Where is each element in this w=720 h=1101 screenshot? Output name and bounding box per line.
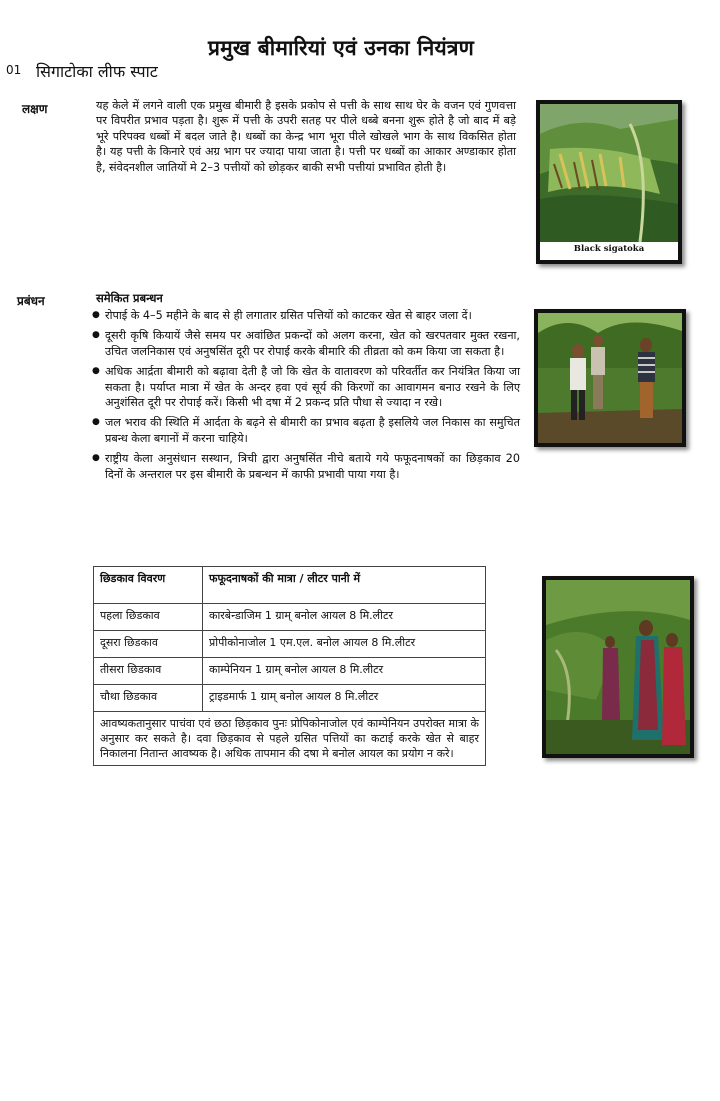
table-row — [94, 604, 486, 631]
field-inspection-photo — [534, 309, 686, 447]
bullet-item: ● जल भराव की स्थिति में आर्दता के बढ़ने से बीमारी का प्रभाव बढ़ता है इसलिये जल निकास का समुचित प्रबन्ध केला बगानों में करना चाहिये। — [92, 415, 520, 446]
bullet-item: ● रोपाई के 4–5 महीने के बाद से ही लगातार ग्रसित पत्तियों को काटकर खेत से बाहर जला दें। — [92, 308, 520, 323]
table-cell: कारबेन्डाजिम 1 ग्राम् बनोल आयल 8 मि.लीटर — [203, 604, 486, 631]
women-in-field-photo — [542, 576, 694, 758]
bullet-item: ● अधिक आर्द्रता बीमारी को बढ़ावा देती है जो कि खेत के वातावरण को परिवर्तीत कर नियंत्रित किया जा सकता है। पर्याप्त मात्रा में खेत के अन्दर हवा एवं सूर्य की किरणों का आवागमन बनाउ रखने के लिए अनुशंसित दूरी पर रोपाई करें। किसी भी दषा में 2 प्रकन्द प्रति पौधा से ज्यादा न रखे। — [92, 364, 520, 410]
fungicide-spray-table — [93, 566, 486, 766]
bullet-item: ● राष्ट्रीय केला अनुसंधान सस्थान, त्रिची द्वारा अनुषसिंत नीचे बताये गये फफूदनाषकों का छिड़काव 20 दिनों के अन्तराल पर इस बीमारी के प्रबन्धन में काफी प्रभावी पाया गया है। — [92, 451, 520, 482]
table-row — [94, 631, 486, 658]
field-people-image — [538, 313, 682, 443]
management-bullet-list — [92, 308, 520, 487]
table-cell: ट्राइडमार्फ 1 ग्राम् बनोल आयल 8 मि.लीटर — [203, 685, 486, 712]
table-cell: पहला छिडकाव — [94, 604, 203, 631]
table-cell: प्रोपीकोनाजोल 1 एम.एल. बनोल आयल 8 मि.लीटर — [203, 631, 486, 658]
management-label: प्रबंधन — [17, 294, 45, 308]
table-header-row — [94, 567, 486, 604]
photo-caption: Black sigatoka — [573, 244, 645, 254]
bullet-item: ● दूसरी कृषि कियायें जैसे समय पर अवांछित प्रकन्दों को अलग करना, खेत को खरपतवार मुक्त रखना, उचित जलनिकास एवं अनुषसिंत दूरी पर रोपाई करके बीमारि की तीव्रता को कम किया जा सकता है। — [92, 328, 520, 359]
symptoms-label: लक्षण — [22, 102, 48, 116]
section-title: सिगाटोका लीफ स्पाट — [36, 62, 158, 81]
table-cell: काम्पेनियन 1 ग्राम् बनोल आयल 8 मि.लीटर — [203, 658, 486, 685]
table-cell: दूसरा छिडकाव — [94, 631, 203, 658]
section-number: 01 — [6, 63, 22, 77]
black-sigatoka-photo — [536, 100, 682, 264]
table-note: आवष्यकतानुसार पाचंवा एवं छठा छिड़काव पुनः प्रोपिकोनाजोल एवं काम्पेनियन उपरोक्त मात्रा के अनुसार कर सकते है। दवा छिड़काव से पहले ग्रसित पत्तियों का कटाई करके खेत से बाहर निकालना नितान्त आवष्यक है। अधिक तापमान की दषा मे बनोल आयल का प्रयोग न करे। — [94, 712, 486, 766]
symptoms-paragraph: यह केले में लगने वाली एक प्रमुख बीमारी है इसके प्रकोप से पत्ती के साथ साथ घेर के वजन एवं गुणवत्ता पर विपरीत प्रभाव पड़ता है। शुरू में पत्ती के उपरी सतह पर पीले धब्बे बनना शुरू होते है जो बाद में बड़े भूरे परिपक्व धब्बों में बदल जाते है। धब्बों का केन्द्र भाग भूरा पीले खोखले भाग के साथ विकसित होता है। यह पत्ती के किनारे एवं अग्र भाग पर ज्यादा पाया जाता है। पत्ती पर धब्बों का आकार अण्डाकार होता है, संवेदनशील जातियों मे 2–3 पत्तीयों को छोड़कर बाकी सभी पत्तीयां प्रभावित होती है। — [96, 99, 516, 174]
table-cell: तीसरा छिडकाव — [94, 658, 203, 685]
table-row — [94, 658, 486, 685]
women-field-image — [546, 580, 690, 754]
table-cell: चौथा छिडकाव — [94, 685, 203, 712]
banana-leaf-image — [540, 104, 678, 260]
management-heading: समेकित प्रबन्धन — [96, 291, 163, 305]
table-header-cell: छिडकाव विवरण — [94, 567, 203, 604]
table-header-cell: फफूदनाषकों की मात्रा / लीटर पानी में — [203, 567, 486, 604]
page-title: प्रमुख बीमारियां एवं उनका नियंत्रण — [208, 36, 475, 60]
table-row — [94, 685, 486, 712]
table-row — [94, 712, 486, 766]
